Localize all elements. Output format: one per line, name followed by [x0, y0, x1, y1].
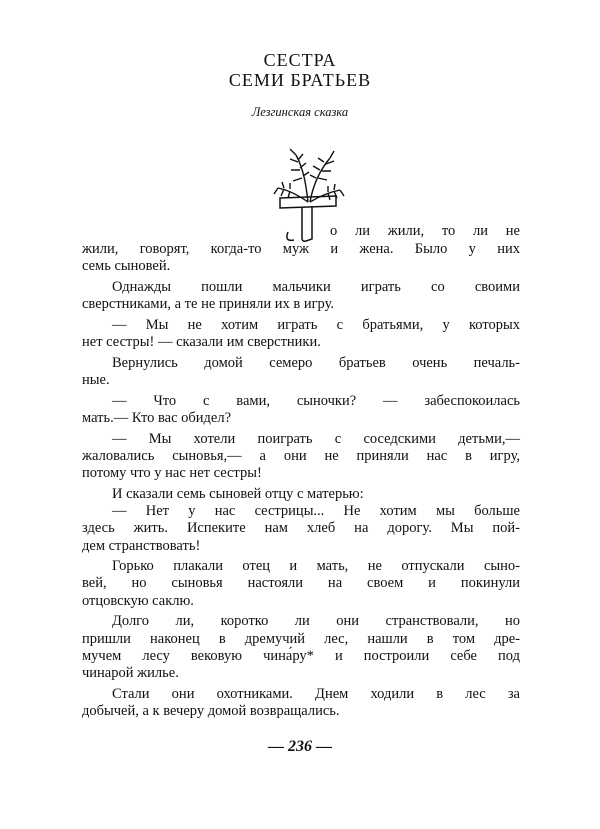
text-line-15: И сказали семь сыновей отцу с матерью: [112, 486, 364, 502]
title-line-1: СЕСТРА [263, 50, 337, 70]
text-line-18: дем странствовать! [82, 538, 201, 554]
subtitle: Лезгинская сказка [251, 105, 349, 119]
text-line-12: — Мы хотели поиграть с соседскими детьми,— [112, 431, 520, 447]
text-line-7: нет сестры! — сказали им сверстники. [82, 334, 321, 350]
text-line-8: Вернулись домой семеро братьев очень печаль- [112, 355, 520, 371]
text-line-23: пришли наконец в дремучий лес, нашли в том дре- [82, 631, 520, 647]
text-line-10: — Что с вами, сыночки? — забеспокоилась [112, 393, 520, 409]
text-line-11: мать.— Кто вас обидел? [82, 410, 232, 426]
text-line-9: ные. [82, 372, 110, 388]
text-line-6: — Мы не хотим играть с братьями, у которых [112, 317, 520, 333]
text-line-17: здесь жить. Испеките нам хлеб на дорогу. Мы пой- [82, 520, 520, 536]
text-line-25: чинарой жилье. [82, 665, 179, 681]
text-line-21: отцовскую саклю. [82, 593, 194, 609]
drop-cap-letter-t [280, 196, 336, 241]
page-number: — 236 — [268, 738, 332, 755]
text-line-4: Однажды пошли мальчики играть со своими [112, 279, 520, 295]
text-line-14: потому что у нас нет сестры! [82, 465, 262, 481]
text-line-3: семь сыновей. [82, 258, 171, 274]
text-line-24: мучем лесу вековую чина́ру* и построили себе под [82, 648, 520, 664]
text-line-19: Горько плакали отец и мать, не отпускали сыно- [112, 558, 520, 574]
text-line-2: жили, говорят, когда-то муж и жена. Было у них [82, 241, 520, 257]
text-line-5: сверстниками, а те не приняли их в игру. [82, 296, 335, 312]
text-line-27: добычей, а к вечеру домой возвращались. [82, 703, 340, 719]
text-line-13: жаловались сыновья,— а они не приняли нас в игру, [82, 448, 520, 464]
text-line-20: вей, но сыновья настояли на своем и покинули [82, 575, 520, 591]
plant-branch-icon [274, 149, 344, 202]
text-line-16: — Нет у нас сестрицы... Не хотим мы больше [112, 503, 520, 519]
title-line-2: СЕМИ БРАТЬЕВ [228, 70, 372, 90]
text-line-26: Стали они охотниками. Днем ходили в лес за [112, 686, 520, 702]
text-line-1: о ли жили, то ли не [330, 223, 520, 239]
text-line-22: Долго ли, коротко ли они странствовали, но [112, 613, 520, 629]
